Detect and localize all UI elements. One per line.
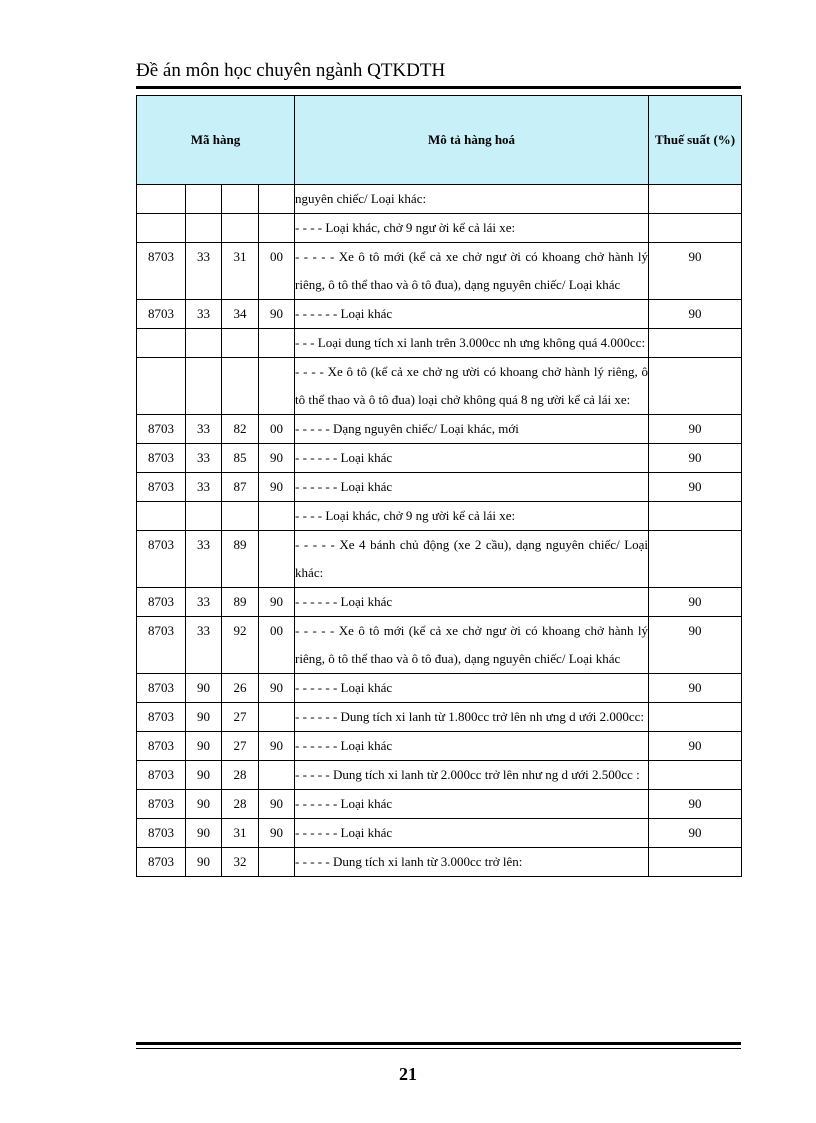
code-heading-cell: 8703 [137, 790, 186, 819]
table-row [137, 243, 742, 300]
code-heading-cell: 8703 [137, 674, 186, 703]
code-tariff-line-cell: 89 [222, 531, 259, 588]
code-heading-cell: 8703 [137, 473, 186, 502]
code-tariff-line-cell: 87 [222, 473, 259, 502]
tax-rate-cell: 90 [649, 732, 742, 761]
table-row [137, 819, 742, 848]
code-suffix-cell: 90 [259, 473, 295, 502]
description-cell: - - - - - Xe 4 bánh chủ động (xe 2 cầu), dạng nguyên chiếc/ Loại khác: [295, 531, 649, 588]
tariff-table [136, 95, 742, 877]
table-row [137, 214, 742, 243]
code-tariff-line-cell: 31 [222, 819, 259, 848]
code-tariff-line-cell: 28 [222, 790, 259, 819]
table-row [137, 185, 742, 214]
tax-rate-cell: 90 [649, 415, 742, 444]
description-cell: - - - - - - Loại khác [295, 790, 649, 819]
code-heading-cell: 8703 [137, 531, 186, 588]
code-suffix-cell: 90 [259, 819, 295, 848]
code-subheading-cell [186, 502, 222, 531]
code-heading-cell: 8703 [137, 617, 186, 674]
code-suffix-cell: 00 [259, 415, 295, 444]
description-cell: - - - - - - Loại khác [295, 444, 649, 473]
code-heading-cell [137, 214, 186, 243]
code-subheading-cell: 33 [186, 444, 222, 473]
description-cell: - - - - - Dạng nguyên chiếc/ Loại khác, mới [295, 415, 649, 444]
code-suffix-cell [259, 185, 295, 214]
code-heading-cell: 8703 [137, 732, 186, 761]
tax-rate-cell: 90 [649, 243, 742, 300]
code-heading-cell [137, 358, 186, 415]
footer-rule-thin [136, 1048, 741, 1049]
code-subheading-cell [186, 329, 222, 358]
tax-rate-cell [649, 761, 742, 790]
table-row [137, 848, 742, 877]
code-subheading-cell: 33 [186, 588, 222, 617]
tax-rate-cell [649, 185, 742, 214]
tax-rate-cell: 90 [649, 819, 742, 848]
tax-rate-cell [649, 502, 742, 531]
code-tariff-line-cell: 82 [222, 415, 259, 444]
header-rule [136, 86, 741, 89]
code-tariff-line-cell: 31 [222, 243, 259, 300]
code-suffix-cell [259, 703, 295, 732]
table-row [137, 358, 742, 415]
tax-rate-cell [649, 848, 742, 877]
description-cell: - - - - - - Loại khác [295, 473, 649, 502]
table-row [137, 732, 742, 761]
code-heading-cell: 8703 [137, 300, 186, 329]
table-row [137, 674, 742, 703]
code-subheading-cell: 33 [186, 300, 222, 329]
code-heading-cell [137, 329, 186, 358]
tax-rate-cell [649, 329, 742, 358]
description-cell: - - - - - - Loại khác [295, 300, 649, 329]
code-suffix-cell: 90 [259, 674, 295, 703]
code-subheading-cell: 33 [186, 617, 222, 674]
description-cell: - - - Loại dung tích xi lanh trên 3.000cc nh ưng không quá 4.000cc: [295, 329, 649, 358]
code-tariff-line-cell [222, 185, 259, 214]
description-cell: - - - - Loại khác, chở 9 ng ười kể cả lái xe: [295, 502, 649, 531]
description-cell: - - - - Xe ô tô (kể cả xe chở ng ười có khoang chở hành lý riêng, ô tô thể thao và ô tô đua) loại chở không quá 8 ng ười kể cả lái xe: [295, 358, 649, 415]
tax-rate-cell: 90 [649, 300, 742, 329]
code-subheading-cell: 90 [186, 761, 222, 790]
tax-rate-cell: 90 [649, 473, 742, 502]
header-code: Mã hàng [137, 96, 295, 185]
tax-rate-cell: 90 [649, 790, 742, 819]
tax-rate-cell [649, 531, 742, 588]
code-subheading-cell: 90 [186, 819, 222, 848]
code-subheading-cell: 33 [186, 473, 222, 502]
table-row [137, 415, 742, 444]
code-subheading-cell: 90 [186, 848, 222, 877]
code-heading-cell: 8703 [137, 588, 186, 617]
code-tariff-line-cell: 27 [222, 732, 259, 761]
code-suffix-cell: 90 [259, 732, 295, 761]
tax-rate-cell [649, 214, 742, 243]
code-suffix-cell [259, 761, 295, 790]
footer-rule-thick [136, 1042, 741, 1045]
code-suffix-cell: 00 [259, 617, 295, 674]
code-tariff-line-cell: 32 [222, 848, 259, 877]
code-subheading-cell [186, 214, 222, 243]
tax-rate-cell: 90 [649, 588, 742, 617]
code-heading-cell: 8703 [137, 703, 186, 732]
code-tariff-line-cell [222, 358, 259, 415]
tariff-table-body [137, 185, 742, 877]
code-suffix-cell: 00 [259, 243, 295, 300]
code-suffix-cell: 90 [259, 790, 295, 819]
table-row [137, 531, 742, 588]
code-heading-cell: 8703 [137, 761, 186, 790]
code-tariff-line-cell: 26 [222, 674, 259, 703]
code-tariff-line-cell: 27 [222, 703, 259, 732]
code-subheading-cell: 90 [186, 732, 222, 761]
description-cell: - - - - - - Loại khác [295, 732, 649, 761]
description-cell: - - - - - - Loại khác [295, 674, 649, 703]
code-suffix-cell: 90 [259, 300, 295, 329]
code-heading-cell: 8703 [137, 444, 186, 473]
table-row [137, 300, 742, 329]
header-rate: Thuế suất (%) [649, 96, 742, 185]
table-row [137, 703, 742, 732]
description-cell: - - - - - Dung tích xi lanh từ 2.000cc trở lên như ng d ưới 2.500cc : [295, 761, 649, 790]
code-suffix-cell [259, 358, 295, 415]
description-cell: - - - - - Xe ô tô mới (kể cả xe chở ngư ời có khoang chở hành lý riêng, ô tô thể thao và ô tô đua), dạng nguyên chiếc/ Loại khác [295, 617, 649, 674]
table-row [137, 761, 742, 790]
tax-rate-cell: 90 [649, 444, 742, 473]
code-heading-cell [137, 185, 186, 214]
code-tariff-line-cell [222, 329, 259, 358]
table-row [137, 444, 742, 473]
code-tariff-line-cell: 92 [222, 617, 259, 674]
table-row [137, 502, 742, 531]
code-subheading-cell: 90 [186, 703, 222, 732]
table-row [137, 473, 742, 502]
description-cell: - - - - Loại khác, chở 9 ngư ời kể cả lái xe: [295, 214, 649, 243]
description-cell: - - - - - - Dung tích xi lanh từ 1.800cc trở lên nh ưng d ưới 2.000cc: [295, 703, 649, 732]
table-header-row [137, 96, 742, 185]
code-suffix-cell [259, 502, 295, 531]
code-suffix-cell: 90 [259, 444, 295, 473]
description-cell: - - - - - - Loại khác [295, 588, 649, 617]
page-number: 21 [399, 1064, 417, 1084]
code-heading-cell: 8703 [137, 415, 186, 444]
description-cell: - - - - - Dung tích xi lanh từ 3.000cc trở lên: [295, 848, 649, 877]
code-suffix-cell [259, 329, 295, 358]
code-suffix-cell [259, 848, 295, 877]
description-cell: - - - - - Xe ô tô mới (kể cả xe chở ngư ời có khoang chở hành lý riêng, ô tô thể thao và ô tô đua), dạng nguyên chiếc/ Loại khác [295, 243, 649, 300]
tax-rate-cell [649, 703, 742, 732]
page-header-title: Đề án môn học chuyên ngành QTKDTH [136, 60, 446, 81]
table-row [137, 617, 742, 674]
code-heading-cell: 8703 [137, 243, 186, 300]
tax-rate-cell [649, 358, 742, 415]
code-subheading-cell [186, 185, 222, 214]
code-tariff-line-cell [222, 502, 259, 531]
code-heading-cell: 8703 [137, 848, 186, 877]
code-suffix-cell [259, 531, 295, 588]
code-tariff-line-cell [222, 214, 259, 243]
code-suffix-cell: 90 [259, 588, 295, 617]
description-cell: - - - - - - Loại khác [295, 819, 649, 848]
code-tariff-line-cell: 28 [222, 761, 259, 790]
code-heading-cell: 8703 [137, 819, 186, 848]
code-tariff-line-cell: 34 [222, 300, 259, 329]
code-suffix-cell [259, 214, 295, 243]
table-row [137, 790, 742, 819]
table-row [137, 588, 742, 617]
tax-rate-cell: 90 [649, 617, 742, 674]
code-subheading-cell: 33 [186, 415, 222, 444]
code-tariff-line-cell: 89 [222, 588, 259, 617]
description-cell: nguyên chiếc/ Loại khác: [295, 185, 649, 214]
code-subheading-cell: 33 [186, 531, 222, 588]
table-row [137, 329, 742, 358]
code-subheading-cell [186, 358, 222, 415]
tax-rate-cell: 90 [649, 674, 742, 703]
code-tariff-line-cell: 85 [222, 444, 259, 473]
code-subheading-cell: 33 [186, 243, 222, 300]
code-subheading-cell: 90 [186, 790, 222, 819]
code-heading-cell [137, 502, 186, 531]
code-subheading-cell: 90 [186, 674, 222, 703]
header-description: Mô tả hàng hoá [295, 96, 649, 185]
